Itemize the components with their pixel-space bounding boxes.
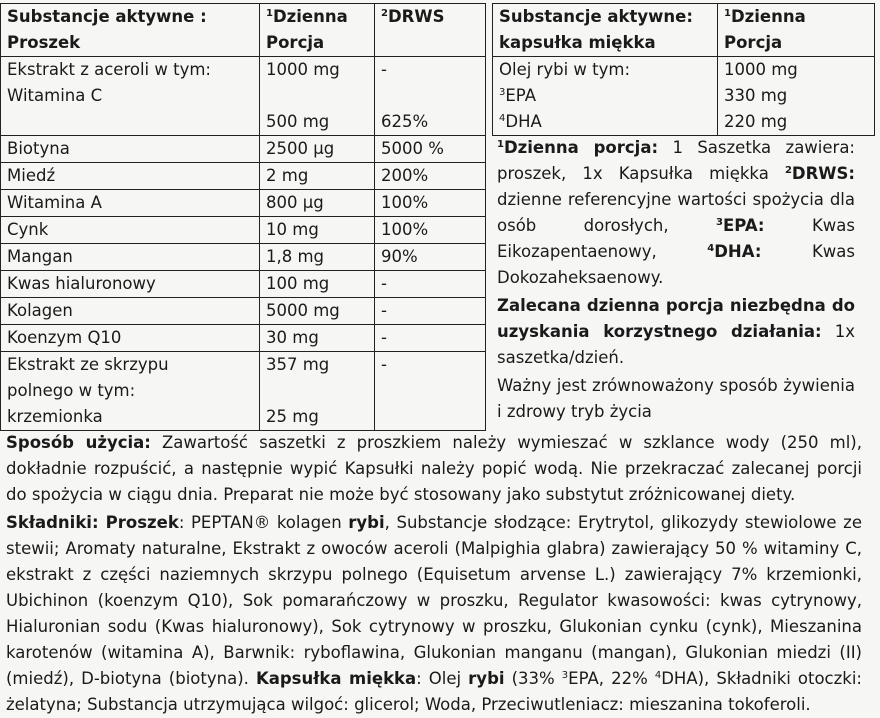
table-header-row bbox=[493, 4, 875, 57]
ingredient-dose: 1000 mg 500 mg bbox=[260, 57, 375, 136]
ingredient-drws: 90% bbox=[375, 244, 486, 271]
ingredient-name: Mangan bbox=[1, 244, 260, 271]
table-row bbox=[1, 163, 486, 190]
usage-paragraph: Sposób użycia: Zawartość saszetki z proszkiem należy wymieszać w szklance wody (250 ml), dokładnie rozpuścić, a następnie wypić Kapsułki należy popić wodą. Nie przekraczać zalecanej porcji do spożycia w ciągu dnia. Preparat nie może być stosowany jako substytut zróżnicowanej diety. bbox=[6, 433, 862, 504]
header-daily-portion: $^1$Dzienna Porcja bbox=[260, 4, 375, 57]
ingredient-drws: 5000 % bbox=[375, 136, 486, 163]
ingredient-dose: 1000 mg 330 mg 220 mg bbox=[718, 57, 875, 136]
ingredient-dose: 1,8 mg bbox=[260, 244, 375, 271]
ingredient-dose: 800 µg bbox=[260, 190, 375, 217]
ingredient-name: Olej rybi w tym: $^3$EPA $^4$DHA bbox=[493, 57, 718, 136]
table-row bbox=[1, 244, 486, 271]
powder-nutrition-table bbox=[0, 3, 486, 431]
table-row bbox=[1, 271, 486, 298]
ingredient-name: Koenzym Q10 bbox=[1, 325, 260, 352]
ingredient-drws: - bbox=[375, 298, 486, 325]
ingredient-name: Kolagen bbox=[1, 298, 260, 325]
header-active-substances-capsule: Substancje aktywne: kapsułka miękka bbox=[493, 4, 718, 57]
ingredients-paragraph: Składniki: Proszek: PEPTAN® kolagen rybi, Substancje słodzące: Erytrytol, glikozydy stewiolowe ze stewii; Aromaty naturalne, Ekstrakt z owoców aceroli (Malpighia glabra) zawierający 50 % witaminy C, ekstrakt z części naziemnych skrzypu polnego (Equisetum arvense L.) zawierający 7% krzemionki, Ubichinon (koenzym Q10), Sok pomarańczowy w proszku, Regulator kwasowości: kwas cytrynowy, Hialuronian sodu (Kwas hialuronowy), Sok cytrynowy w proszku, Glukonian cynku (cynk), Mieszanina karotenów (witamina A), Barwnik: ryboflawina, Glukonian manganu (mangan), Glukonian miedzi (II) (miedź), D-biotyna (biotyna). Kapsułka miękka: Olej rybi (33% $^3$EPA, 22% $^4$DHA), Składniki otoczki: żelatyna; Substancja utrzymująca wilgoć: glicerol; Woda, Przeciwutleniacz: mieszanina tokoferoli. bbox=[6, 513, 862, 714]
table-row bbox=[1, 352, 486, 431]
ingredient-name: Witamina A bbox=[1, 190, 260, 217]
header-drws: $^2$DRWS bbox=[375, 4, 486, 57]
ingredient-dose: 357 mg 25 mg bbox=[260, 352, 375, 431]
footnote-definitions: $^1$Dzienna porcja: 1 Saszetka zawiera: proszek, 1x Kapsułka miękka $^2$DRWS: dzienne referencyjne wartości spożycia dla osób dorosłych, $^3$EPA: Kwas Eikozapentaenowy, $^4$DHA: Kwas Dokozaheksaenowy. bbox=[497, 138, 855, 287]
ingredient-dose: 2500 µg bbox=[260, 136, 375, 163]
capsule-nutrition-table bbox=[492, 3, 875, 136]
ingredient-drws: 100% bbox=[375, 217, 486, 244]
table-row bbox=[493, 57, 875, 136]
header-daily-portion-capsule: $^1$Dzienna Porcja bbox=[718, 4, 875, 57]
ingredient-drws: 100% bbox=[375, 190, 486, 217]
table-header-row bbox=[1, 4, 486, 57]
table-row bbox=[1, 136, 486, 163]
ingredient-dose: 100 mg bbox=[260, 271, 375, 298]
ingredient-drws: - bbox=[375, 271, 486, 298]
instructions-block bbox=[6, 430, 862, 718]
table-row bbox=[1, 57, 486, 136]
table-row bbox=[1, 190, 486, 217]
healthy-lifestyle-note: Ważny jest zrównoważony sposób żywienia i zdrowy tryb życia bbox=[497, 376, 855, 421]
ingredient-drws: 200% bbox=[375, 163, 486, 190]
ingredient-dose: 5000 mg bbox=[260, 298, 375, 325]
table-row bbox=[1, 217, 486, 244]
ingredient-name: Ekstrakt z aceroli w tym: Witamina C bbox=[1, 57, 260, 136]
ingredient-drws: - bbox=[375, 352, 486, 431]
ingredient-dose: 30 mg bbox=[260, 325, 375, 352]
table-row bbox=[1, 325, 486, 352]
ingredient-drws: - 625% bbox=[375, 57, 486, 136]
ingredient-dose: 2 mg bbox=[260, 163, 375, 190]
ingredient-dose: 10 mg bbox=[260, 217, 375, 244]
ingredient-drws: - bbox=[375, 325, 486, 352]
ingredient-name: Miedź bbox=[1, 163, 260, 190]
ingredient-name: Ekstrakt ze skrzypu polnego w tym: krzemionka bbox=[1, 352, 260, 431]
table-row bbox=[1, 298, 486, 325]
recommended-portion: Zalecana dzienna porcja niezbędna do uzyskania korzystnego działania: 1x saszetka/dzień. bbox=[497, 296, 855, 367]
header-active-substances: Substancje aktywne : Proszek bbox=[1, 4, 260, 57]
ingredient-name: Cynk bbox=[1, 217, 260, 244]
ingredient-name: Biotyna bbox=[1, 136, 260, 163]
ingredient-name: Kwas hialuronowy bbox=[1, 271, 260, 298]
footnotes bbox=[497, 135, 855, 425]
